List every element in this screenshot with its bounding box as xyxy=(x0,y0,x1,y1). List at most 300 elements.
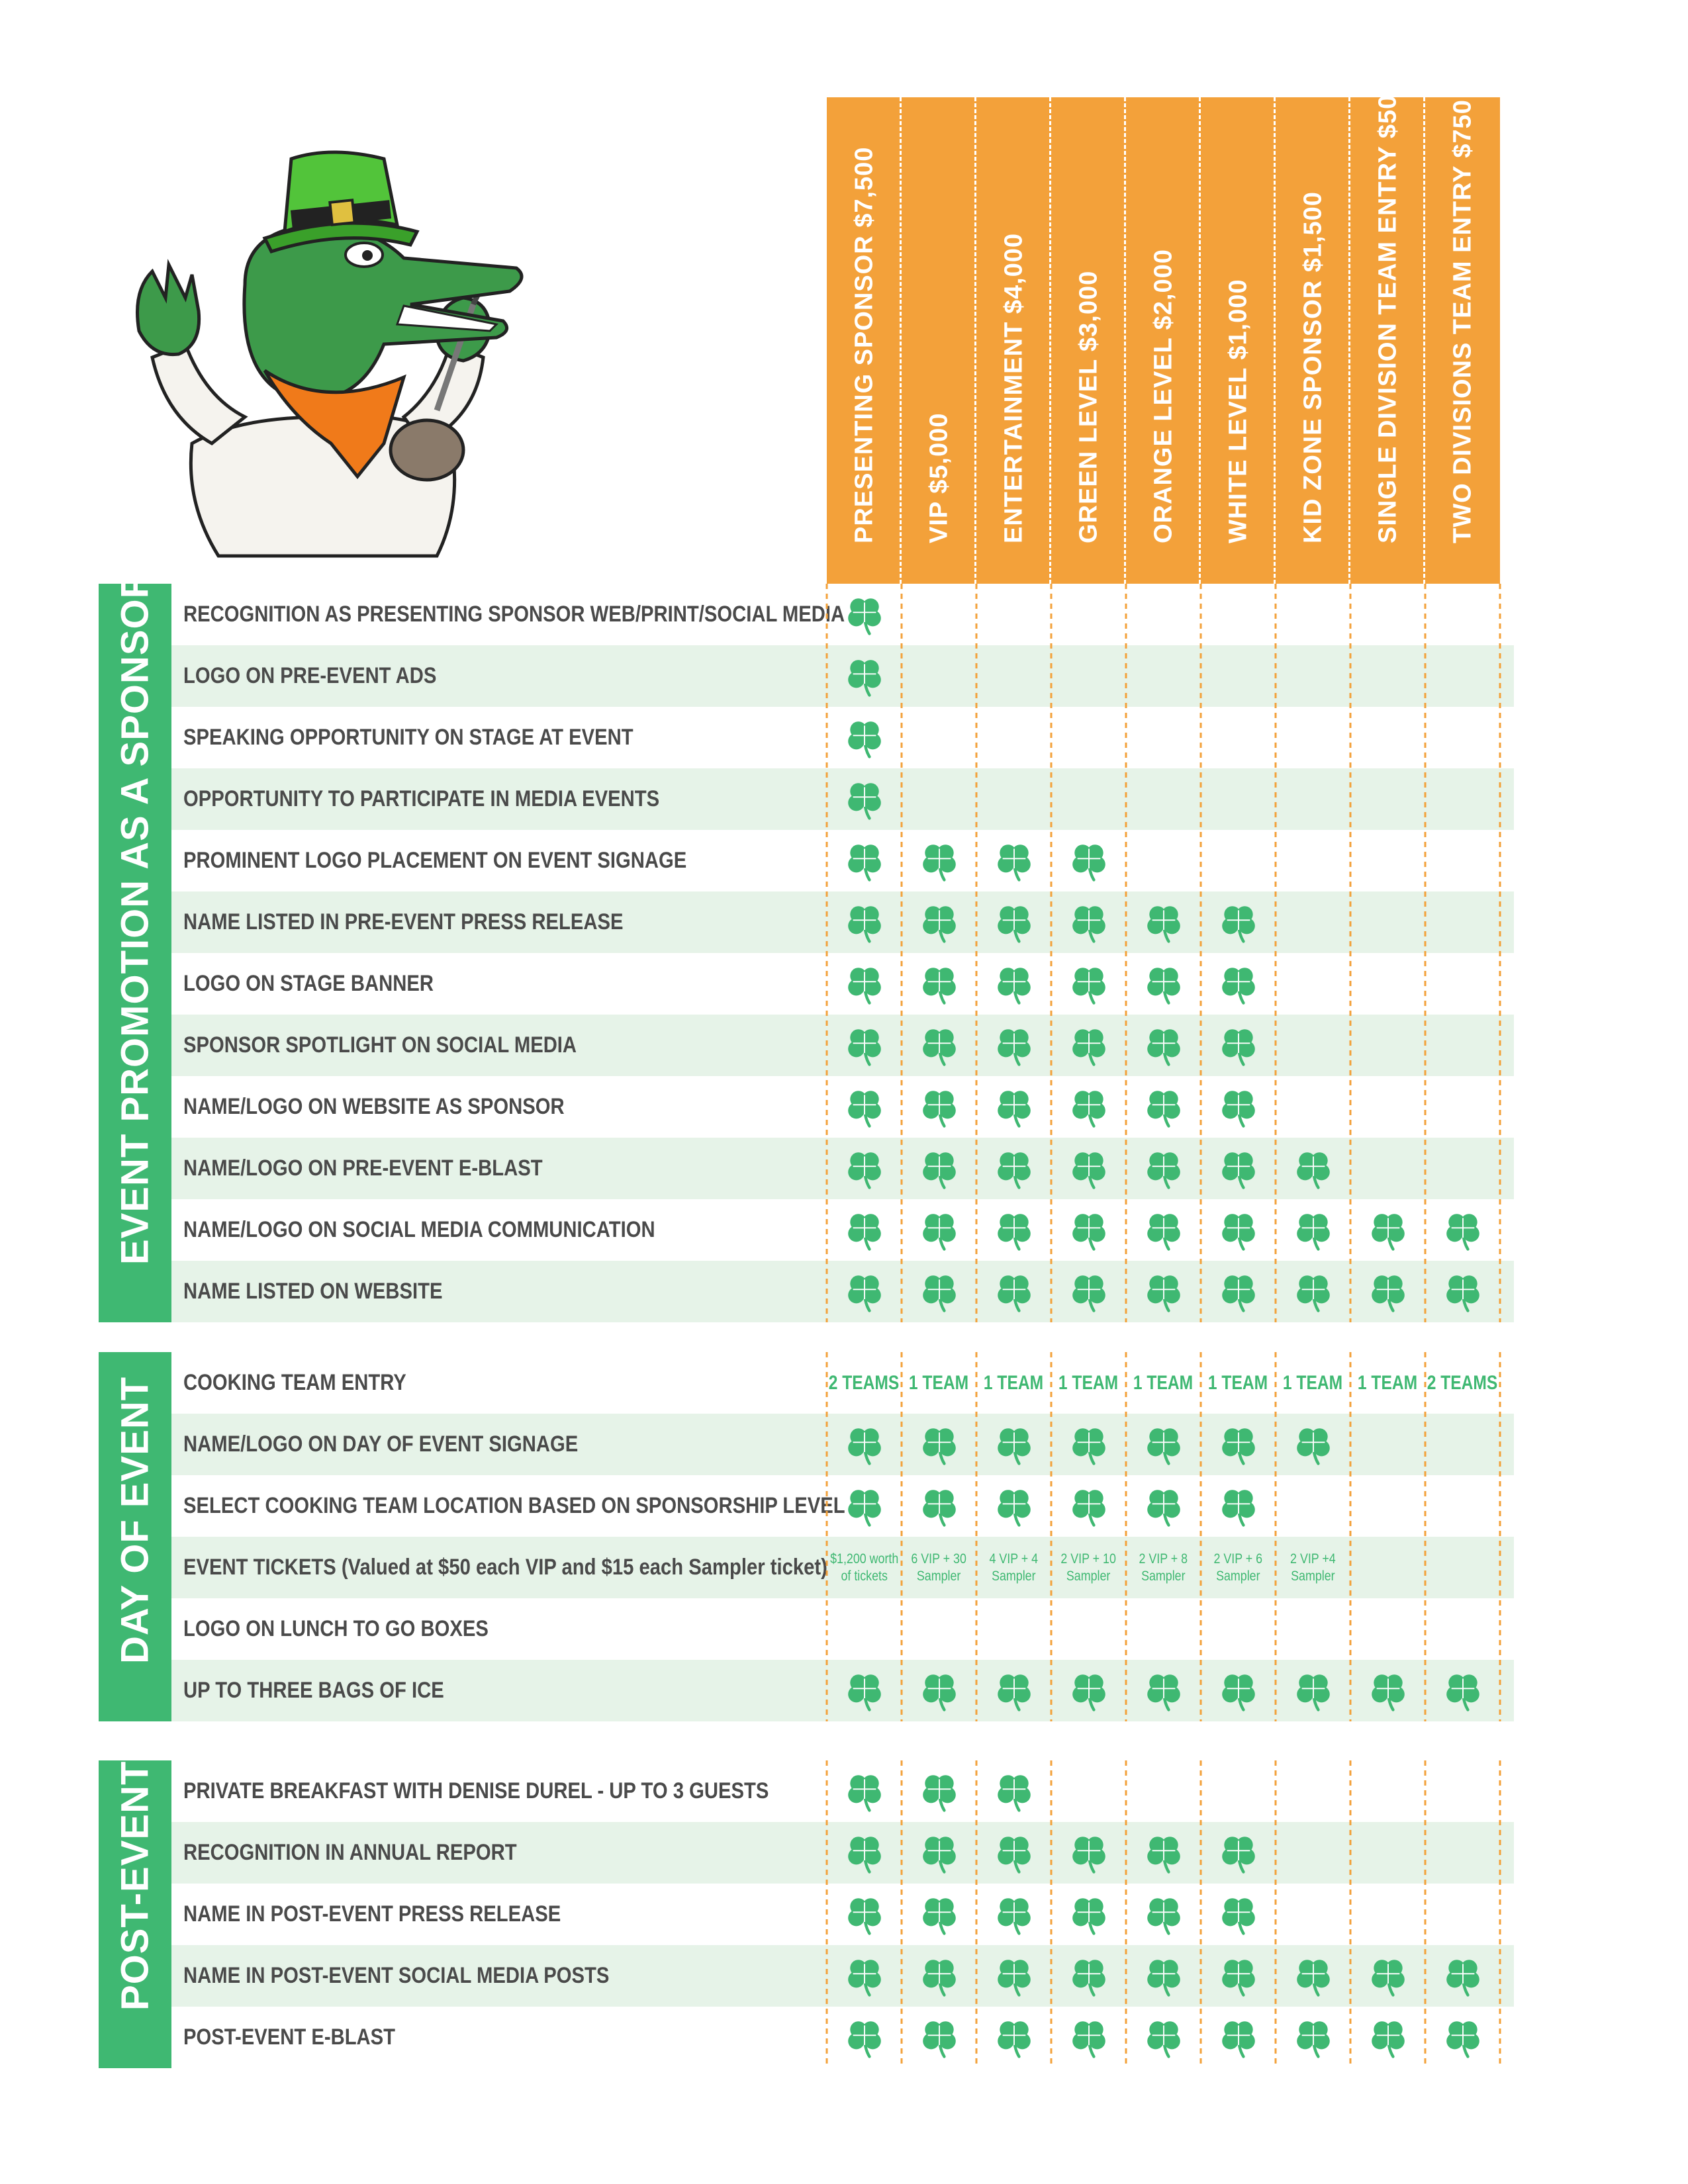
shamrock-icon xyxy=(919,2017,960,2058)
shamrock-icon xyxy=(1068,1025,1109,1066)
shamrock-icon xyxy=(1068,1210,1109,1251)
benefit-cell xyxy=(1126,584,1201,645)
benefit-cell xyxy=(1201,1660,1276,1721)
cell-value-line: $1,200 worth xyxy=(829,1551,899,1567)
benefit-cell xyxy=(1276,1660,1350,1721)
benefit-cell xyxy=(1126,2007,1201,2068)
benefit-cell xyxy=(1051,953,1126,1015)
benefit-cell xyxy=(1051,1822,1126,1884)
benefit-cell xyxy=(902,1138,976,1199)
cell-value: 1 TEAM xyxy=(1208,1371,1268,1394)
benefit-cell xyxy=(1276,1076,1350,1138)
benefit-cell xyxy=(827,1015,902,1076)
benefit-label: NAME LISTED IN PRE-EVENT PRESS RELEASE xyxy=(183,909,624,934)
shamrock-icon xyxy=(1143,2017,1184,2058)
benefit-cell xyxy=(1051,1884,1126,1945)
sponsor-level-column-header xyxy=(1350,79,1425,584)
cell-value: 1 TEAM xyxy=(1133,1371,1194,1394)
benefit-cell xyxy=(1276,1537,1350,1598)
cell-value-line: 2 VIP + 6 xyxy=(1213,1551,1263,1567)
shamrock-icon xyxy=(844,841,885,882)
benefit-cell xyxy=(1201,1199,1276,1261)
benefit-cell xyxy=(1201,707,1276,768)
benefit-label: NAME IN POST-EVENT PRESS RELEASE xyxy=(183,1901,561,1927)
benefit-cell xyxy=(1126,1015,1201,1076)
benefit-cell xyxy=(976,1945,1051,2007)
shamrock-icon xyxy=(1218,1486,1259,1527)
shamrock-icon xyxy=(1143,1670,1184,1711)
benefit-cell xyxy=(1126,707,1201,768)
sponsor-level-column-header xyxy=(1051,97,1126,584)
shamrock-icon xyxy=(1218,1210,1259,1251)
cell-value-line: Sampler xyxy=(992,1568,1036,1584)
benefit-cell xyxy=(827,1475,902,1537)
benefit-cell xyxy=(1276,1261,1350,1322)
shamrock-icon xyxy=(919,1956,960,1997)
cell-value-line: Sampler xyxy=(917,1568,961,1584)
benefit-cell xyxy=(1051,1475,1126,1537)
shamrock-icon xyxy=(919,1025,960,1066)
benefit-label: RECOGNITION AS PRESENTING SPONSOR WEB/PRINT/SOCIAL MEDIA xyxy=(183,602,845,627)
table-row xyxy=(171,1414,1514,1475)
benefit-cell xyxy=(1051,707,1126,768)
benefit-cell xyxy=(1350,2007,1425,2068)
shamrock-icon xyxy=(1293,1670,1334,1711)
sponsor-level-column-header xyxy=(976,97,1051,584)
benefit-label: PROMINENT LOGO PLACEMENT ON EVENT SIGNAGE xyxy=(183,848,687,873)
benefit-cell xyxy=(1425,953,1500,1015)
benefit-cell xyxy=(1276,1138,1350,1199)
benefit-cell xyxy=(902,1822,976,1884)
benefit-cell xyxy=(1126,1598,1201,1660)
benefit-cell xyxy=(827,1076,902,1138)
benefit-label: NAME/LOGO ON SOCIAL MEDIA COMMUNICATION xyxy=(183,1217,655,1242)
shamrock-icon xyxy=(1143,1486,1184,1527)
cell-value: 1 TEAM xyxy=(1358,1371,1418,1394)
sponsor-level-label: PRESENTING SPONSOR $7,500 xyxy=(850,146,878,543)
shamrock-icon xyxy=(844,1894,885,1935)
table-row xyxy=(171,830,1514,891)
shamrock-icon xyxy=(1143,1894,1184,1935)
benefit-cell xyxy=(976,1414,1051,1475)
section-tab xyxy=(99,1760,171,2068)
cell-value-line: 2 VIP +4 xyxy=(1290,1551,1336,1567)
benefit-cell xyxy=(1350,707,1425,768)
benefit-cell xyxy=(902,1414,976,1475)
shamrock-icon xyxy=(1143,1956,1184,1997)
benefit-cell xyxy=(1201,1352,1276,1414)
benefit-cell xyxy=(1051,1537,1126,1598)
shamrock-icon xyxy=(919,964,960,1005)
benefit-cell xyxy=(1276,891,1350,953)
shamrock-icon xyxy=(1068,964,1109,1005)
benefit-cell xyxy=(976,891,1051,953)
benefit-cell xyxy=(1425,1537,1500,1598)
shamrock-icon xyxy=(994,2017,1035,2058)
benefit-cell xyxy=(1201,1760,1276,1822)
benefit-cell xyxy=(1126,830,1201,891)
benefit-cell xyxy=(902,1261,976,1322)
shamrock-icon xyxy=(1442,2017,1483,2058)
benefit-label: LOGO ON LUNCH TO GO BOXES xyxy=(183,1616,489,1641)
cell-value xyxy=(1209,1551,1267,1585)
benefit-cell xyxy=(902,1537,976,1598)
benefit-label: COOKING TEAM ENTRY xyxy=(183,1370,406,1395)
sponsor-level-label: WHITE LEVEL $1,000 xyxy=(1224,279,1252,543)
shamrock-icon xyxy=(844,594,885,635)
shamrock-icon xyxy=(994,1210,1035,1251)
benefit-cell xyxy=(1201,830,1276,891)
cell-value: 1 TEAM xyxy=(984,1371,1044,1394)
benefit-cell xyxy=(1051,1598,1126,1660)
cell-value-line: Sampler xyxy=(1141,1568,1186,1584)
shamrock-icon xyxy=(1368,2017,1409,2058)
benefit-cell xyxy=(827,1598,902,1660)
benefit-cell xyxy=(1201,1945,1276,2007)
benefit-cell xyxy=(1350,1199,1425,1261)
benefit-cell xyxy=(976,2007,1051,2068)
shamrock-icon xyxy=(994,1486,1035,1527)
shamrock-icon xyxy=(919,1087,960,1128)
cell-value-line: 2 VIP + 10 xyxy=(1060,1551,1117,1567)
shamrock-icon xyxy=(1143,902,1184,943)
benefit-cell xyxy=(827,953,902,1015)
shamrock-icon xyxy=(919,1833,960,1874)
table-row xyxy=(171,1199,1514,1261)
section xyxy=(99,1760,1514,2068)
benefit-cell xyxy=(1201,1537,1276,1598)
benefit-cell xyxy=(976,1199,1051,1261)
benefit-cell xyxy=(827,1660,902,1721)
table-row xyxy=(171,1884,1514,1945)
benefit-cell xyxy=(1201,1822,1276,1884)
benefit-cell xyxy=(1350,1352,1425,1414)
cell-value-line: 2 VIP + 8 xyxy=(1139,1551,1188,1567)
cell-value-line: Sampler xyxy=(1216,1568,1260,1584)
shamrock-icon xyxy=(919,1670,960,1711)
benefit-cell xyxy=(976,1884,1051,1945)
shamrock-icon xyxy=(1068,1424,1109,1465)
shamrock-icon xyxy=(1068,1486,1109,1527)
benefit-cell xyxy=(1425,1598,1500,1660)
shamrock-icon xyxy=(844,717,885,758)
cell-value: 1 TEAM xyxy=(1058,1371,1119,1394)
benefit-cell xyxy=(1425,1945,1500,2007)
benefit-cell xyxy=(1425,1660,1500,1721)
benefit-label: OPPORTUNITY TO PARTICIPATE IN MEDIA EVENTS xyxy=(183,786,660,811)
benefit-label: UP TO THREE BAGS OF ICE xyxy=(183,1678,444,1703)
table-row xyxy=(171,1660,1514,1721)
benefit-cell xyxy=(1201,953,1276,1015)
shamrock-icon xyxy=(1218,1271,1259,1312)
benefit-cell xyxy=(1051,1076,1126,1138)
cell-value-line: 4 VIP + 4 xyxy=(989,1551,1039,1567)
sponsor-level-label: SINGLE DIVISION TEAM ENTRY $500 xyxy=(1374,79,1402,543)
cell-value: 2 TEAMS xyxy=(1427,1371,1498,1394)
benefit-label: LOGO ON PRE-EVENT ADS xyxy=(183,663,437,688)
cell-value xyxy=(824,1551,904,1585)
benefit-cell xyxy=(1276,1884,1350,1945)
shamrock-icon xyxy=(1293,1271,1334,1312)
benefit-cell xyxy=(1126,1760,1201,1822)
shamrock-icon xyxy=(1218,964,1259,1005)
benefit-cell xyxy=(1276,1760,1350,1822)
benefit-cell xyxy=(1276,1822,1350,1884)
benefit-cell xyxy=(902,768,976,830)
table-row xyxy=(171,1015,1514,1076)
table-row xyxy=(171,1138,1514,1199)
section-tab xyxy=(99,1352,171,1721)
benefit-cell xyxy=(1051,1352,1126,1414)
table-row xyxy=(171,1261,1514,1322)
shamrock-icon xyxy=(1143,1271,1184,1312)
table-row xyxy=(171,1076,1514,1138)
benefit-cell xyxy=(1051,645,1126,707)
benefit-cell xyxy=(1350,1822,1425,1884)
shamrock-icon xyxy=(844,902,885,943)
cell-value xyxy=(906,1551,971,1585)
benefit-cell xyxy=(1126,1352,1201,1414)
shamrock-icon xyxy=(994,1670,1035,1711)
benefit-cell xyxy=(1425,891,1500,953)
benefit-cell xyxy=(1350,953,1425,1015)
benefit-cell xyxy=(1350,1414,1425,1475)
benefit-label: SPONSOR SPOTLIGHT ON SOCIAL MEDIA xyxy=(183,1032,577,1058)
section xyxy=(99,1352,1514,1721)
shamrock-icon xyxy=(919,1271,960,1312)
benefit-label: SPEAKING OPPORTUNITY ON STAGE AT EVENT xyxy=(183,725,633,750)
shamrock-icon xyxy=(1068,1956,1109,1997)
benefit-cell xyxy=(1425,1261,1500,1322)
benefit-cell xyxy=(1126,1537,1201,1598)
benefit-cell xyxy=(976,1015,1051,1076)
shamrock-icon xyxy=(1143,1424,1184,1465)
benefit-cell xyxy=(902,1352,976,1414)
benefit-cell xyxy=(902,584,976,645)
benefit-label: EVENT TICKETS (Valued at $50 each VIP and $15 each Sampler ticket) xyxy=(183,1555,827,1580)
shamrock-icon xyxy=(1068,1833,1109,1874)
shamrock-icon xyxy=(919,1894,960,1935)
section xyxy=(99,570,1514,1322)
shamrock-icon xyxy=(1143,1087,1184,1128)
benefit-cell xyxy=(976,768,1051,830)
shamrock-icon xyxy=(994,1424,1035,1465)
section-title: POST-EVENT xyxy=(113,1760,157,2011)
benefit-cell xyxy=(1276,1414,1350,1475)
benefit-cell xyxy=(976,953,1051,1015)
benefit-label: SELECT COOKING TEAM LOCATION BASED ON SPONSORSHIP LEVEL xyxy=(183,1493,845,1518)
benefit-label: NAME LISTED ON WEBSITE xyxy=(183,1279,443,1304)
shamrock-icon xyxy=(1068,2017,1109,2058)
benefit-cell xyxy=(1425,1138,1500,1199)
benefit-cell xyxy=(827,1822,902,1884)
sponsor-level-column-header xyxy=(902,97,976,584)
shamrock-icon xyxy=(1143,964,1184,1005)
benefit-cell xyxy=(1126,768,1201,830)
benefit-cell xyxy=(902,1199,976,1261)
benefit-cell xyxy=(827,830,902,891)
benefit-cell xyxy=(976,1076,1051,1138)
shamrock-icon xyxy=(844,1771,885,1812)
benefit-cell xyxy=(827,645,902,707)
benefit-cell xyxy=(1051,830,1126,891)
benefit-cell xyxy=(1276,1475,1350,1537)
alligator-chef-mascot-icon xyxy=(93,132,543,582)
benefit-cell xyxy=(902,891,976,953)
benefit-cell xyxy=(976,645,1051,707)
shamrock-icon xyxy=(994,1025,1035,1066)
shamrock-icon xyxy=(844,1025,885,1066)
benefit-cell xyxy=(1350,1884,1425,1945)
benefit-cell xyxy=(1276,1199,1350,1261)
benefit-cell xyxy=(976,1822,1051,1884)
table-row xyxy=(171,891,1514,953)
benefit-cell xyxy=(976,584,1051,645)
benefit-cell xyxy=(1126,1199,1201,1261)
benefit-cell xyxy=(976,1261,1051,1322)
shamrock-icon xyxy=(994,1148,1035,1189)
benefit-cell xyxy=(902,953,976,1015)
shamrock-icon xyxy=(844,2017,885,2058)
benefit-cell xyxy=(1425,768,1500,830)
shamrock-icon xyxy=(919,1486,960,1527)
benefit-cell xyxy=(1276,645,1350,707)
sponsor-level-header xyxy=(827,79,1688,584)
benefit-cell xyxy=(976,1760,1051,1822)
shamrock-icon xyxy=(919,1210,960,1251)
shamrock-icon xyxy=(994,1087,1035,1128)
table-row xyxy=(171,1945,1514,2007)
shamrock-icon xyxy=(1068,1894,1109,1935)
shamrock-icon xyxy=(844,1833,885,1874)
shamrock-icon xyxy=(844,1087,885,1128)
benefit-cell xyxy=(902,1076,976,1138)
benefit-cell xyxy=(976,1475,1051,1537)
shamrock-icon xyxy=(1068,1087,1109,1128)
shamrock-icon xyxy=(1218,1025,1259,1066)
benefit-cell xyxy=(976,1352,1051,1414)
table-row xyxy=(171,1598,1514,1660)
shamrock-icon xyxy=(1293,2017,1334,2058)
shamrock-icon xyxy=(844,1148,885,1189)
benefit-cell xyxy=(1201,1414,1276,1475)
benefit-cell xyxy=(902,1660,976,1721)
benefit-cell xyxy=(1350,584,1425,645)
benefit-label: NAME/LOGO ON WEBSITE AS SPONSOR xyxy=(183,1094,565,1119)
shamrock-icon xyxy=(844,1271,885,1312)
benefit-cell xyxy=(1051,1015,1126,1076)
table-row xyxy=(171,768,1514,830)
benefit-cell xyxy=(976,830,1051,891)
benefit-cell xyxy=(1276,2007,1350,2068)
sponsor-level-column-header xyxy=(1276,97,1350,584)
sponsor-level-column-header xyxy=(1425,97,1500,584)
sponsor-level-column-header xyxy=(1126,97,1201,584)
benefit-cell xyxy=(1051,1199,1126,1261)
benefit-cell xyxy=(1201,2007,1276,2068)
benefit-cell xyxy=(1051,1138,1126,1199)
benefit-cell xyxy=(1425,1015,1500,1076)
benefit-cell xyxy=(1350,1138,1425,1199)
shamrock-icon xyxy=(844,964,885,1005)
benefit-label: NAME/LOGO ON PRE-EVENT E-BLAST xyxy=(183,1156,543,1181)
benefit-cell xyxy=(827,1760,902,1822)
shamrock-icon xyxy=(1068,1271,1109,1312)
table-row xyxy=(171,1352,1514,1414)
cell-value: 2 TEAMS xyxy=(829,1371,900,1394)
benefit-cell xyxy=(1201,768,1276,830)
benefit-cell xyxy=(1350,1261,1425,1322)
benefit-cell xyxy=(1126,1138,1201,1199)
shamrock-icon xyxy=(1442,1210,1483,1251)
benefit-cell xyxy=(1276,584,1350,645)
benefit-cell xyxy=(902,1884,976,1945)
benefit-cell xyxy=(1051,768,1126,830)
table-row xyxy=(171,1822,1514,1884)
benefit-cell xyxy=(902,830,976,891)
benefit-cell xyxy=(1425,830,1500,891)
benefit-cell xyxy=(1425,1884,1500,1945)
benefit-cell xyxy=(976,1660,1051,1721)
sponsor-level-column-header xyxy=(827,97,902,584)
benefit-cell xyxy=(1126,1475,1201,1537)
shamrock-icon xyxy=(1442,1670,1483,1711)
shamrock-icon xyxy=(919,841,960,882)
table-row xyxy=(171,1537,1514,1598)
table-row xyxy=(171,645,1514,707)
benefit-cell xyxy=(1425,707,1500,768)
benefit-cell xyxy=(1126,1822,1201,1884)
benefit-cell xyxy=(902,2007,976,2068)
benefit-cell xyxy=(976,1537,1051,1598)
benefit-cell xyxy=(1126,1414,1201,1475)
cell-value-line: 6 VIP + 30 xyxy=(911,1551,967,1567)
shamrock-icon xyxy=(994,902,1035,943)
benefit-cell xyxy=(1126,891,1201,953)
benefit-cell xyxy=(1051,1261,1126,1322)
cell-value: 1 TEAM xyxy=(909,1371,969,1394)
benefit-cell xyxy=(1201,1884,1276,1945)
shamrock-icon xyxy=(1218,1833,1259,1874)
benefit-cell xyxy=(902,1598,976,1660)
benefit-cell xyxy=(976,1138,1051,1199)
cell-value xyxy=(1056,1551,1121,1585)
shamrock-icon xyxy=(1368,1271,1409,1312)
benefit-cell xyxy=(1126,1884,1201,1945)
benefit-cell xyxy=(1425,1760,1500,1822)
benefit-cell xyxy=(1425,1414,1500,1475)
benefit-cell xyxy=(1201,1015,1276,1076)
benefit-cell xyxy=(827,707,902,768)
benefit-cell xyxy=(902,1015,976,1076)
benefit-cell xyxy=(902,1760,976,1822)
shamrock-icon xyxy=(1293,1210,1334,1251)
cell-value xyxy=(1286,1551,1340,1585)
benefit-cell xyxy=(1051,1414,1126,1475)
benefit-cell xyxy=(902,707,976,768)
benefit-cell xyxy=(827,1352,902,1414)
benefit-label: NAME IN POST-EVENT SOCIAL MEDIA POSTS xyxy=(183,1963,610,1988)
benefit-cell xyxy=(827,1537,902,1598)
shamrock-icon xyxy=(1143,1025,1184,1066)
benefit-cell xyxy=(827,1414,902,1475)
shamrock-icon xyxy=(919,902,960,943)
benefit-cell xyxy=(1276,830,1350,891)
benefit-cell xyxy=(1350,830,1425,891)
cell-value-line: of tickets xyxy=(841,1568,888,1584)
section-tab xyxy=(99,570,171,1322)
table-row xyxy=(171,1475,1514,1537)
